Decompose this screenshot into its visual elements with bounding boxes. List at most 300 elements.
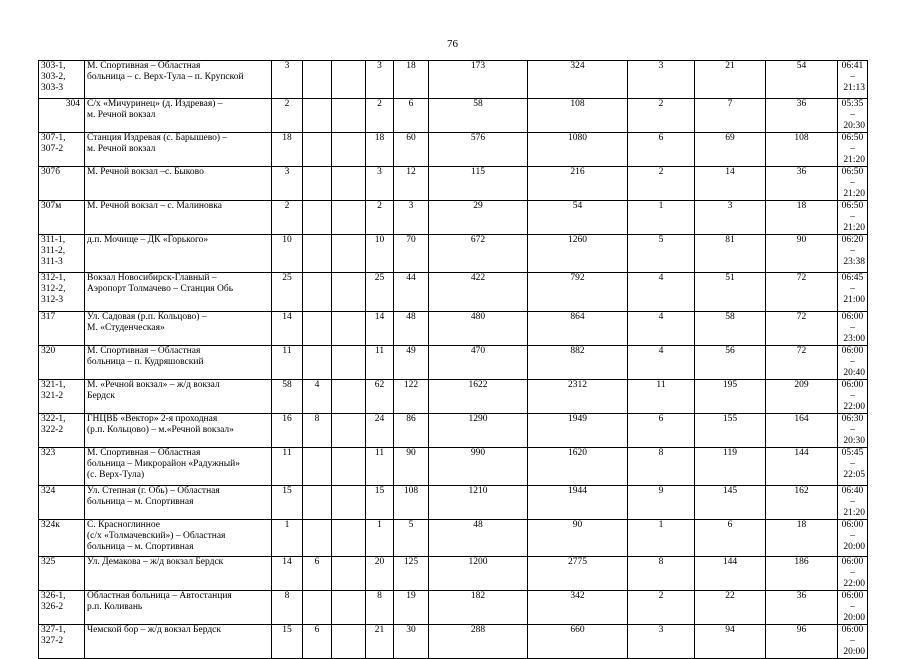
route-code-cell xyxy=(39,591,85,625)
schedule-start: 06:45 – xyxy=(841,273,864,294)
value-cell-c2 xyxy=(303,167,332,201)
value-cell-c1: 8 xyxy=(272,591,303,625)
route-name: Ул. Степная (г. Обь) – Областная больница – м. Спортивная xyxy=(87,486,220,507)
route-name: М. «Речной вокзал» – ж/д вокзал Бердск xyxy=(87,380,220,401)
route-code-cell xyxy=(39,414,85,448)
table-row xyxy=(39,346,868,380)
route-name-cell xyxy=(85,380,272,414)
value-cell-c3 xyxy=(332,346,366,380)
value-cell-c8: 6 xyxy=(628,133,695,167)
value-cell-c6: 672 xyxy=(429,235,528,273)
value-cell-c6: 173 xyxy=(429,61,528,99)
table-row xyxy=(39,591,868,625)
value-cell-c1: 2 xyxy=(272,99,303,133)
value-cell-c4: 11 xyxy=(366,448,394,486)
schedule-end: 20:00 xyxy=(843,542,865,552)
value-cell-c6: 182 xyxy=(429,591,528,625)
route-code-cell xyxy=(39,520,85,557)
schedule-start: 06:20 – xyxy=(841,235,864,256)
schedule-cell xyxy=(838,167,868,201)
schedule-cell xyxy=(838,273,868,312)
route-code: 326-1, 326-2 xyxy=(41,591,66,612)
value-cell-c6: 58 xyxy=(429,99,528,133)
value-cell-c1: 1 xyxy=(272,520,303,557)
value-cell-c10: 54 xyxy=(766,61,838,99)
value-cell-c5: 12 xyxy=(394,167,429,201)
value-cell-c7: 1620 xyxy=(528,448,628,486)
value-cell-c4: 25 xyxy=(366,273,394,312)
route-code-cell xyxy=(39,625,85,659)
value-cell-c6: 990 xyxy=(429,448,528,486)
value-cell-c8: 8 xyxy=(628,557,695,591)
value-cell-c5: 30 xyxy=(394,625,429,659)
route-name: М. Речной вокзал – с. Малиновка xyxy=(87,201,222,211)
route-code: 307м xyxy=(41,201,62,211)
schedule-end: 20:30 xyxy=(843,436,865,446)
route-code: 307-1, 307-2 xyxy=(41,133,66,154)
value-cell-c5: 18 xyxy=(394,61,429,99)
value-cell-c9: 94 xyxy=(695,625,766,659)
value-cell-c4: 14 xyxy=(366,312,394,346)
schedule-end: 23:00 xyxy=(843,334,865,344)
value-cell-c9: 21 xyxy=(695,61,766,99)
table-row xyxy=(39,312,868,346)
route-code-cell xyxy=(39,235,85,273)
value-cell-c5: 48 xyxy=(394,312,429,346)
value-cell-c10: 72 xyxy=(766,312,838,346)
value-cell-c8: 4 xyxy=(628,346,695,380)
route-name-cell xyxy=(85,133,272,167)
value-cell-c7: 324 xyxy=(528,61,628,99)
route-name: С. Красноглинное (с/х «Толмачевский») – Областная больница – м. Спортивная xyxy=(87,520,226,552)
value-cell-c1: 11 xyxy=(272,448,303,486)
route-code: 321-1, 321-2 xyxy=(41,380,66,401)
value-cell-c8: 5 xyxy=(628,235,695,273)
value-cell-c5: 70 xyxy=(394,235,429,273)
table-row xyxy=(39,235,868,273)
table-body xyxy=(39,61,868,659)
value-cell-c9: 155 xyxy=(695,414,766,448)
value-cell-c3 xyxy=(332,201,366,235)
route-name: Чемской бор – ж/д вокзал Бердск xyxy=(87,625,221,635)
value-cell-c7: 1949 xyxy=(528,414,628,448)
value-cell-c8: 1 xyxy=(628,520,695,557)
schedule-cell xyxy=(838,61,868,99)
route-code-cell xyxy=(39,380,85,414)
value-cell-c4: 62 xyxy=(366,380,394,414)
value-cell-c2 xyxy=(303,520,332,557)
route-name: ГНЦВБ «Вектор» 2-я проходная (р.п. Кольцово) – м.«Речной вокзал» xyxy=(87,414,234,435)
value-cell-c7: 864 xyxy=(528,312,628,346)
schedule-cell xyxy=(838,380,868,414)
value-cell-c8: 6 xyxy=(628,414,695,448)
value-cell-c4: 2 xyxy=(366,99,394,133)
value-cell-c7: 342 xyxy=(528,591,628,625)
schedule-end: 21:13 xyxy=(843,83,865,93)
value-cell-c1: 14 xyxy=(272,312,303,346)
value-cell-c8: 9 xyxy=(628,486,695,520)
value-cell-c1: 18 xyxy=(272,133,303,167)
value-cell-c6: 480 xyxy=(429,312,528,346)
value-cell-c2 xyxy=(303,273,332,312)
value-cell-c5: 49 xyxy=(394,346,429,380)
value-cell-c3 xyxy=(332,273,366,312)
value-cell-c10: 164 xyxy=(766,414,838,448)
route-code-cell xyxy=(39,312,85,346)
table-row xyxy=(39,414,868,448)
value-cell-c3 xyxy=(332,557,366,591)
value-cell-c9: 56 xyxy=(695,346,766,380)
value-cell-c3 xyxy=(332,625,366,659)
route-name: Вокзал Новосибирск-Главный – Аэропорт Толмачево – Станция Обь xyxy=(87,273,234,294)
value-cell-c7: 882 xyxy=(528,346,628,380)
value-cell-c9: 69 xyxy=(695,133,766,167)
schedule-cell xyxy=(838,486,868,520)
value-cell-c1: 25 xyxy=(272,273,303,312)
value-cell-c6: 1210 xyxy=(429,486,528,520)
value-cell-c9: 3 xyxy=(695,201,766,235)
schedule-start: 05:35 – xyxy=(841,99,864,120)
value-cell-c3 xyxy=(332,448,366,486)
value-cell-c8: 4 xyxy=(628,273,695,312)
schedule-end: 20:00 xyxy=(843,613,865,623)
schedule-cell xyxy=(838,235,868,273)
value-cell-c3 xyxy=(332,591,366,625)
schedule-cell xyxy=(838,346,868,380)
value-cell-c9: 195 xyxy=(695,380,766,414)
schedule-start: 06:50 – xyxy=(841,133,864,154)
value-cell-c1: 10 xyxy=(272,235,303,273)
schedule-start: 06:50 – xyxy=(841,201,864,222)
value-cell-c2: 4 xyxy=(303,380,332,414)
schedule-end: 20:40 xyxy=(843,368,865,378)
value-cell-c10: 162 xyxy=(766,486,838,520)
value-cell-c2 xyxy=(303,448,332,486)
table-row xyxy=(39,486,868,520)
route-code: 320 xyxy=(41,346,56,356)
value-cell-c8: 4 xyxy=(628,312,695,346)
value-cell-c2 xyxy=(303,591,332,625)
value-cell-c10: 96 xyxy=(766,625,838,659)
value-cell-c4: 2 xyxy=(366,201,394,235)
schedule-start: 06:41 – xyxy=(841,61,864,82)
value-cell-c5: 3 xyxy=(394,201,429,235)
value-cell-c8: 1 xyxy=(628,201,695,235)
route-name-cell xyxy=(85,99,272,133)
value-cell-c9: 58 xyxy=(695,312,766,346)
value-cell-c2: 6 xyxy=(303,557,332,591)
route-code-cell xyxy=(39,167,85,201)
value-cell-c5: 86 xyxy=(394,414,429,448)
value-cell-c3 xyxy=(332,312,366,346)
value-cell-c5: 122 xyxy=(394,380,429,414)
route-name-cell xyxy=(85,486,272,520)
table-row xyxy=(39,99,868,133)
route-code-cell xyxy=(39,486,85,520)
value-cell-c10: 72 xyxy=(766,346,838,380)
value-cell-c1: 3 xyxy=(272,167,303,201)
route-code: 327-1, 327-2 xyxy=(41,625,66,646)
route-name-cell xyxy=(85,61,272,99)
route-code-cell xyxy=(39,99,85,133)
schedule-end: 20:00 xyxy=(843,647,865,657)
route-name: М. Речной вокзал –с. Быково xyxy=(87,167,204,177)
value-cell-c6: 288 xyxy=(429,625,528,659)
value-cell-c9: 144 xyxy=(695,557,766,591)
route-name: д.п. Мочище – ДК «Горького» xyxy=(87,235,209,245)
value-cell-c4: 24 xyxy=(366,414,394,448)
value-cell-c1: 3 xyxy=(272,61,303,99)
value-cell-c10: 209 xyxy=(766,380,838,414)
value-cell-c3 xyxy=(332,61,366,99)
route-code: 307б xyxy=(41,167,61,177)
value-cell-c7: 2312 xyxy=(528,380,628,414)
value-cell-c3 xyxy=(332,486,366,520)
value-cell-c8: 8 xyxy=(628,448,695,486)
route-name: Областная больница – Автостанция р.п. Коливань xyxy=(87,591,232,612)
route-code-cell xyxy=(39,61,85,99)
value-cell-c4: 8 xyxy=(366,591,394,625)
value-cell-c4: 3 xyxy=(366,61,394,99)
route-name: Ул. Садовая (р.п. Кольцово) – М. «Студенческая» xyxy=(87,312,207,333)
value-cell-c8: 2 xyxy=(628,99,695,133)
route-name-cell xyxy=(85,414,272,448)
route-code: 323 xyxy=(41,448,56,458)
route-code: 325 xyxy=(41,557,56,567)
value-cell-c2 xyxy=(303,346,332,380)
value-cell-c2 xyxy=(303,201,332,235)
route-name-cell xyxy=(85,312,272,346)
route-name-cell xyxy=(85,235,272,273)
value-cell-c3 xyxy=(332,380,366,414)
schedule-end: 23:38 xyxy=(843,257,865,267)
schedule-end: 21:20 xyxy=(843,189,865,199)
table-row xyxy=(39,133,868,167)
value-cell-c1: 11 xyxy=(272,346,303,380)
page-number: 76 xyxy=(447,38,458,50)
value-cell-c7: 216 xyxy=(528,167,628,201)
value-cell-c2 xyxy=(303,133,332,167)
value-cell-c6: 422 xyxy=(429,273,528,312)
value-cell-c5: 125 xyxy=(394,557,429,591)
value-cell-c10: 18 xyxy=(766,520,838,557)
table-row xyxy=(39,167,868,201)
value-cell-c4: 18 xyxy=(366,133,394,167)
value-cell-c3 xyxy=(332,414,366,448)
value-cell-c2 xyxy=(303,312,332,346)
value-cell-c1: 58 xyxy=(272,380,303,414)
value-cell-c7: 1080 xyxy=(528,133,628,167)
route-code-cell xyxy=(39,557,85,591)
schedule-start: 06:30 – xyxy=(841,414,864,435)
value-cell-c9: 119 xyxy=(695,448,766,486)
value-cell-c8: 2 xyxy=(628,591,695,625)
schedule-start: 06:00 – xyxy=(841,346,864,367)
route-code: 312-1, 312-2, 312-3 xyxy=(41,273,66,305)
schedule-end: 22:05 xyxy=(843,470,865,480)
schedule-start: 06:00 – xyxy=(841,312,864,333)
value-cell-c6: 1622 xyxy=(429,380,528,414)
route-code: 303-1, 303-2, 303-3 xyxy=(41,61,66,93)
schedule-start: 06:40 – xyxy=(841,486,864,507)
routes-table xyxy=(38,60,868,659)
value-cell-c6: 29 xyxy=(429,201,528,235)
route-code: 311-1, 311-2, 311-3 xyxy=(41,235,66,267)
schedule-end: 21:20 xyxy=(843,223,865,233)
value-cell-c5: 44 xyxy=(394,273,429,312)
value-cell-c9: 51 xyxy=(695,273,766,312)
table-row xyxy=(39,273,868,312)
route-name-cell xyxy=(85,520,272,557)
value-cell-c4: 21 xyxy=(366,625,394,659)
value-cell-c8: 3 xyxy=(628,625,695,659)
route-name-cell xyxy=(85,557,272,591)
schedule-start: 06:50 – xyxy=(841,167,864,188)
schedule-start: 06:00 – xyxy=(841,380,864,401)
route-name: Ул. Демакова – ж/д вокзал Бердск xyxy=(87,557,224,567)
value-cell-c1: 15 xyxy=(272,486,303,520)
route-name-cell xyxy=(85,625,272,659)
value-cell-c4: 10 xyxy=(366,235,394,273)
value-cell-c7: 2775 xyxy=(528,557,628,591)
schedule-end: 22:00 xyxy=(843,402,865,412)
value-cell-c7: 108 xyxy=(528,99,628,133)
table-row xyxy=(39,201,868,235)
schedule-end: 20:30 xyxy=(843,121,865,131)
value-cell-c5: 60 xyxy=(394,133,429,167)
route-name: М. Спортивная – Областная больница – п. Кудряшовский xyxy=(87,346,204,367)
schedule-end: 21:20 xyxy=(843,508,865,518)
schedule-start: 06:00 – xyxy=(841,557,864,578)
route-code: 304 xyxy=(65,99,80,109)
table-row xyxy=(39,520,868,557)
value-cell-c7: 1944 xyxy=(528,486,628,520)
schedule-start: 06:00 – xyxy=(841,520,864,541)
schedule-cell xyxy=(838,99,868,133)
route-name-cell xyxy=(85,273,272,312)
schedule-cell xyxy=(838,414,868,448)
schedule-cell xyxy=(838,448,868,486)
value-cell-c2: 6 xyxy=(303,625,332,659)
value-cell-c3 xyxy=(332,133,366,167)
schedule-cell xyxy=(838,201,868,235)
value-cell-c9: 14 xyxy=(695,167,766,201)
value-cell-c6: 115 xyxy=(429,167,528,201)
schedule-cell xyxy=(838,625,868,659)
route-code-cell xyxy=(39,346,85,380)
value-cell-c3 xyxy=(332,235,366,273)
schedule-end: 21:00 xyxy=(843,295,865,305)
schedule-cell xyxy=(838,520,868,557)
table-row xyxy=(39,448,868,486)
value-cell-c9: 6 xyxy=(695,520,766,557)
schedule-end: 22:00 xyxy=(843,579,865,589)
value-cell-c2 xyxy=(303,486,332,520)
table-row xyxy=(39,625,868,659)
value-cell-c7: 792 xyxy=(528,273,628,312)
value-cell-c4: 3 xyxy=(366,167,394,201)
value-cell-c2 xyxy=(303,99,332,133)
route-code-cell xyxy=(39,201,85,235)
value-cell-c9: 22 xyxy=(695,591,766,625)
value-cell-c2 xyxy=(303,235,332,273)
value-cell-c9: 81 xyxy=(695,235,766,273)
route-name: М. Спортивная – Областная больница – Микрорайон «Радужный» (с. Верх-Тула) xyxy=(87,448,240,480)
value-cell-c6: 576 xyxy=(429,133,528,167)
value-cell-c5: 90 xyxy=(394,448,429,486)
value-cell-c10: 108 xyxy=(766,133,838,167)
schedule-start: 06:00 – xyxy=(841,591,864,612)
value-cell-c7: 90 xyxy=(528,520,628,557)
value-cell-c6: 470 xyxy=(429,346,528,380)
value-cell-c6: 48 xyxy=(429,520,528,557)
value-cell-c10: 186 xyxy=(766,557,838,591)
value-cell-c1: 2 xyxy=(272,201,303,235)
route-code-cell xyxy=(39,448,85,486)
route-code-cell xyxy=(39,133,85,167)
value-cell-c5: 19 xyxy=(394,591,429,625)
value-cell-c5: 5 xyxy=(394,520,429,557)
value-cell-c8: 2 xyxy=(628,167,695,201)
schedule-end: 21:20 xyxy=(843,155,865,165)
route-name-cell xyxy=(85,448,272,486)
table-row xyxy=(39,380,868,414)
value-cell-c1: 15 xyxy=(272,625,303,659)
route-code: 317 xyxy=(41,312,56,322)
value-cell-c6: 1290 xyxy=(429,414,528,448)
schedule-cell xyxy=(838,557,868,591)
value-cell-c9: 7 xyxy=(695,99,766,133)
value-cell-c9: 145 xyxy=(695,486,766,520)
route-name-cell xyxy=(85,591,272,625)
route-name-cell xyxy=(85,167,272,201)
value-cell-c1: 16 xyxy=(272,414,303,448)
value-cell-c3 xyxy=(332,99,366,133)
value-cell-c5: 6 xyxy=(394,99,429,133)
value-cell-c2 xyxy=(303,61,332,99)
route-code: 324 xyxy=(41,486,56,496)
schedule-cell xyxy=(838,591,868,625)
route-name: М. Спортивная – Областная больница – с. Верх-Тула – п. Крупской xyxy=(87,61,244,82)
route-name-cell xyxy=(85,346,272,380)
route-code-cell xyxy=(39,273,85,312)
route-name: Станция Издревая (с. Барышево) – м. Речной вокзал xyxy=(87,133,228,154)
schedule-start: 06:00 – xyxy=(841,625,864,646)
value-cell-c10: 144 xyxy=(766,448,838,486)
value-cell-c4: 1 xyxy=(366,520,394,557)
value-cell-c10: 36 xyxy=(766,167,838,201)
value-cell-c10: 36 xyxy=(766,591,838,625)
value-cell-c7: 660 xyxy=(528,625,628,659)
value-cell-c2: 8 xyxy=(303,414,332,448)
route-code: 324к xyxy=(41,520,60,530)
value-cell-c6: 1200 xyxy=(429,557,528,591)
value-cell-c4: 11 xyxy=(366,346,394,380)
value-cell-c10: 90 xyxy=(766,235,838,273)
value-cell-c8: 11 xyxy=(628,380,695,414)
value-cell-c3 xyxy=(332,520,366,557)
route-name-cell xyxy=(85,201,272,235)
route-name: С/х «Мичуринец» (д. Издревая) – м. Речной вокзал xyxy=(87,99,223,120)
value-cell-c4: 20 xyxy=(366,557,394,591)
value-cell-c7: 1260 xyxy=(528,235,628,273)
schedule-start: 05:45 – xyxy=(841,448,864,469)
value-cell-c3 xyxy=(332,167,366,201)
table-row xyxy=(39,557,868,591)
value-cell-c10: 18 xyxy=(766,201,838,235)
schedule-cell xyxy=(838,133,868,167)
value-cell-c8: 3 xyxy=(628,61,695,99)
